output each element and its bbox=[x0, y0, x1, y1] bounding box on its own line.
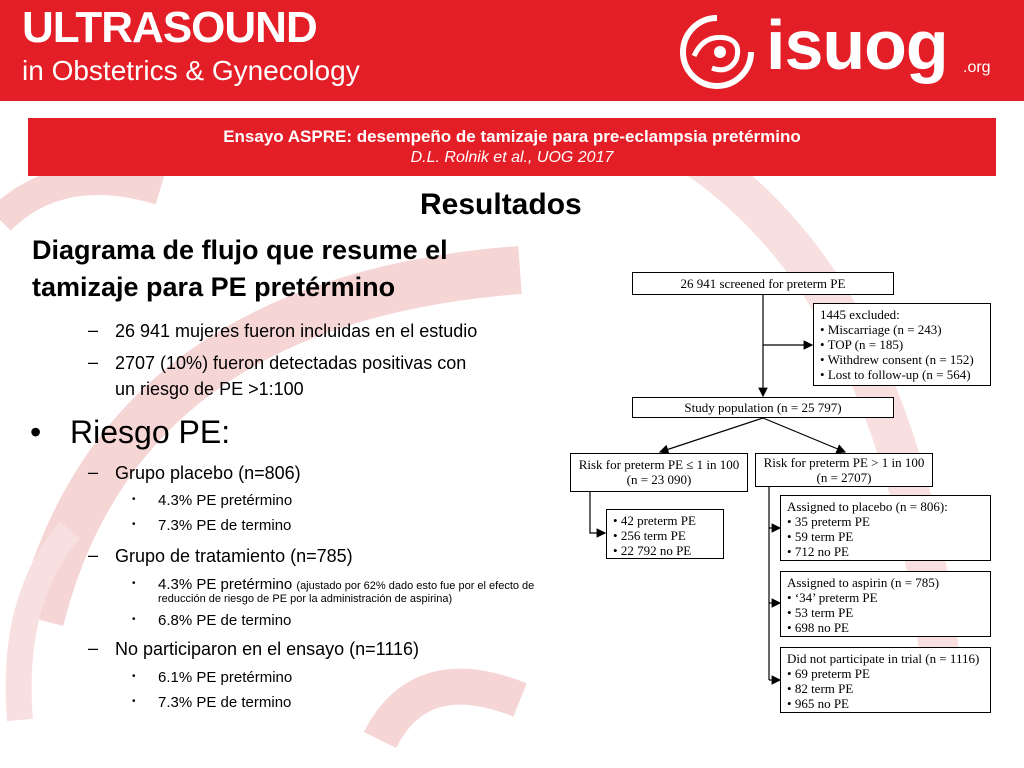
flow-low-risk-l1: Risk for preterm PE ≤ 1 in 100 bbox=[578, 457, 740, 472]
treatment-group: Grupo de tratamiento (n=785) bbox=[115, 546, 353, 566]
section-title: Resultados bbox=[420, 188, 582, 221]
flow-aspirin-box bbox=[780, 571, 991, 637]
nonparticipant-group: No participaron en el ensayo (n=1116) bbox=[115, 639, 420, 659]
flow-low-risk-l2: (n = 23 090) bbox=[626, 472, 692, 487]
flow-nonparticipant-item: • 965 no PE bbox=[787, 696, 984, 711]
flow-placebo-item: • 35 preterm PE bbox=[787, 514, 984, 529]
journal-subtitle: in Obstetrics & Gynecology bbox=[22, 55, 360, 86]
dash-bullet: – bbox=[88, 462, 99, 482]
flow-low-item: • 256 term PE bbox=[613, 528, 717, 543]
bullet-dot: • bbox=[132, 671, 136, 682]
dash-bullet: – bbox=[88, 545, 99, 565]
main-heading-line1: Diagrama de flujo que resume el bbox=[32, 235, 448, 265]
flow-screened-box bbox=[632, 272, 894, 295]
flow-excluded-item: • Withdrew consent (n = 152) bbox=[820, 352, 984, 367]
bullet-dot: • bbox=[132, 696, 136, 707]
bullet-screened: 26 941 mujeres fueron incluidas en el estudio bbox=[115, 321, 478, 341]
dash-bullet: – bbox=[88, 638, 99, 658]
bullet-positive-line2: un riesgo de PE >1:100 bbox=[115, 379, 304, 399]
flow-excluded-box bbox=[813, 303, 991, 386]
bullet-dot: • bbox=[132, 578, 136, 589]
flow-low-item: • 42 preterm PE bbox=[613, 513, 717, 528]
flow-nonparticipant-title: Did not participate in trial (n = 1116) bbox=[787, 651, 980, 666]
flow-high-risk-box bbox=[755, 453, 933, 487]
bullet-positive-line1: 2707 (10%) fueron detectadas positivas con bbox=[115, 353, 467, 373]
bullet-dot: • bbox=[30, 414, 42, 450]
treatment-preterm-value: 4.3% PE pretérmino bbox=[158, 576, 293, 593]
placebo-term: 7.3% PE de termino bbox=[158, 517, 292, 534]
nonparticipant-term: 7.3% PE de termino bbox=[158, 694, 292, 711]
bullet-dot: • bbox=[132, 494, 136, 505]
study-authors: D.L. Rolnik et al., UOG 2017 bbox=[410, 149, 614, 166]
journal-title: ULTRASOUND bbox=[22, 3, 317, 52]
dash-bullet: – bbox=[88, 352, 99, 372]
dash-bullet: – bbox=[88, 320, 99, 340]
flow-aspirin-item: • 698 no PE bbox=[787, 620, 984, 635]
flow-high-risk-l2: (n = 2707) bbox=[816, 470, 872, 485]
treatment-preterm-note: (ajustado por 62% dado esto fue por el efecto de bbox=[296, 580, 535, 592]
flow-placebo-box bbox=[780, 495, 991, 561]
bullet-dot: • bbox=[132, 519, 136, 530]
flow-nonparticipant-item: • 82 term PE bbox=[787, 681, 984, 696]
risk-heading: Riesgo PE: bbox=[70, 414, 231, 450]
main-heading-line2: tamizaje para PE pretérmino bbox=[32, 272, 396, 302]
flow-aspirin-item: • 53 term PE bbox=[787, 605, 984, 620]
treatment-preterm-note2: reducción de riesgo de PE por la administración de aspirina) bbox=[158, 593, 453, 605]
flow-low-risk-box bbox=[570, 453, 748, 492]
nonparticipant-preterm: 6.1% PE pretérmino bbox=[158, 669, 293, 686]
flow-excluded-item: • Lost to follow-up (n = 564) bbox=[820, 367, 984, 382]
treatment-term: 6.8% PE de termino bbox=[158, 612, 292, 629]
flow-high-risk-l1: Risk for preterm PE > 1 in 100 bbox=[763, 455, 925, 470]
bullet-dot: • bbox=[132, 614, 136, 625]
isuog-logo-org: .org bbox=[963, 59, 991, 76]
flow-study-population-text: Study population (n = 25 797) bbox=[684, 400, 842, 415]
flow-placebo-item: • 712 no PE bbox=[787, 544, 984, 559]
study-title: Ensayo ASPRE: desempeño de tamizaje para pre-eclampsia pretérmino bbox=[223, 127, 801, 146]
isuog-logo-text: isuog bbox=[766, 6, 948, 84]
flow-placebo-item: • 59 term PE bbox=[787, 529, 984, 544]
flow-low-item: • 22 792 no PE bbox=[613, 543, 717, 558]
flow-aspirin-item: • ‘34’ preterm PE bbox=[787, 590, 984, 605]
flow-screened-text: 26 941 screened for preterm PE bbox=[680, 276, 846, 291]
flow-excluded-item: • Miscarriage (n = 243) bbox=[820, 322, 984, 337]
flow-study-population-box bbox=[632, 397, 894, 418]
flow-excluded-title: 1445 excluded: bbox=[820, 307, 900, 322]
placebo-preterm: 4.3% PE pretérmino bbox=[158, 492, 293, 509]
placebo-group: Grupo placebo (n=806) bbox=[115, 463, 301, 483]
flow-aspirin-title: Assigned to aspirin (n = 785) bbox=[787, 575, 940, 590]
flow-low-outcome-box bbox=[606, 509, 724, 559]
flow-nonparticipant-item: • 69 preterm PE bbox=[787, 666, 984, 681]
flow-placebo-title: Assigned to placebo (n = 806): bbox=[787, 499, 948, 514]
flow-nonparticipant-box bbox=[780, 647, 991, 713]
flow-excluded-item: • TOP (n = 185) bbox=[820, 337, 984, 352]
